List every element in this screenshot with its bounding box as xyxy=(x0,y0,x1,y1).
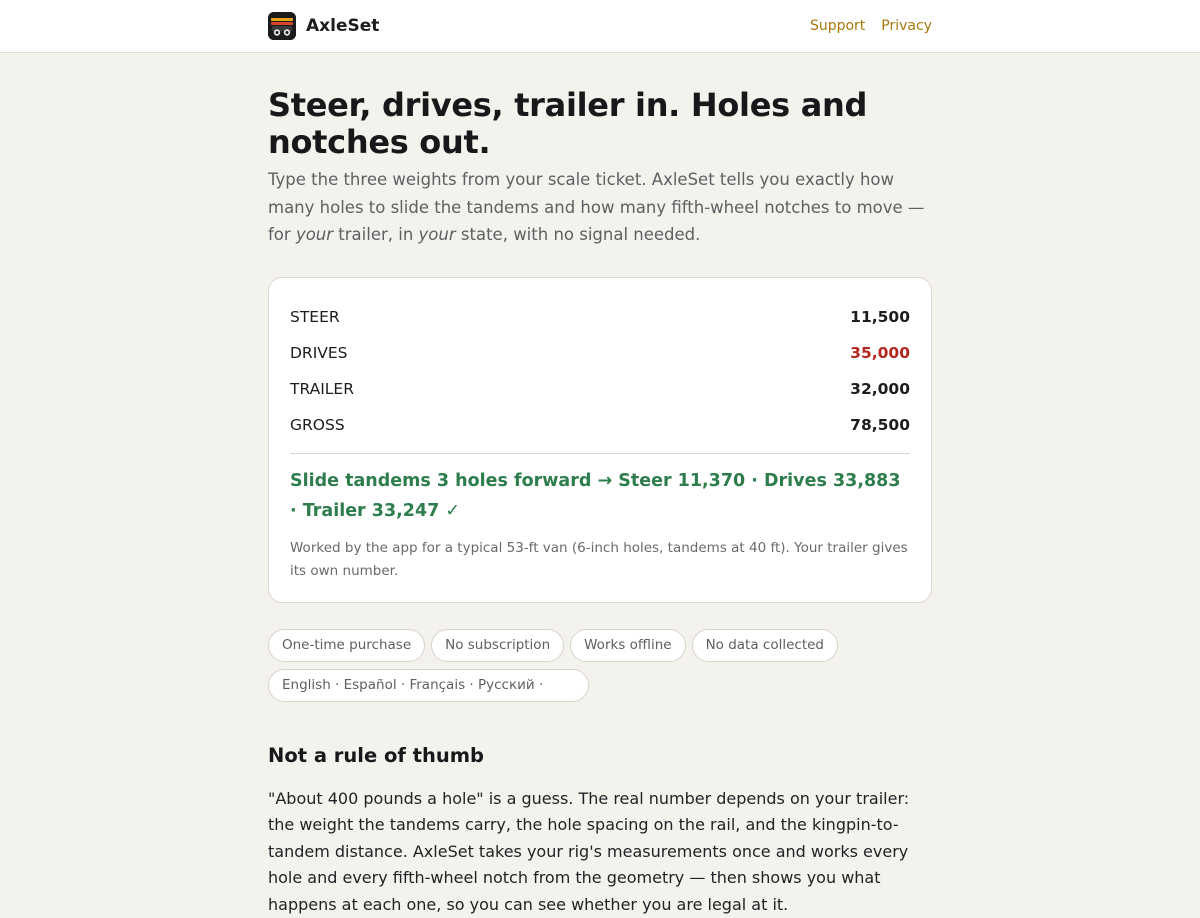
ticket-label: GROSS xyxy=(290,416,345,434)
hero-title: Steer, drives, trailer in. Holes and notches out. xyxy=(268,87,932,161)
ticket-row-gross xyxy=(290,407,910,443)
ticket-value: 32,000 xyxy=(850,380,910,398)
top-bar xyxy=(0,0,1200,53)
chip-no-data-collected: No data collected xyxy=(692,629,838,662)
brand[interactable] xyxy=(268,12,379,40)
ticket-divider xyxy=(290,453,910,454)
lede-part-3: state, with no signal needed. xyxy=(456,225,701,244)
ticket-row-trailer xyxy=(290,371,910,407)
main-content xyxy=(268,53,932,918)
result-note: Worked by the app for a typical 53-ft van (6-inch holes, tandems at 40 ft). Your trailer gives its own number. xyxy=(290,537,910,584)
nav-privacy-link[interactable]: Privacy xyxy=(881,18,932,34)
ticket-value: 78,500 xyxy=(850,416,910,434)
chip-one-time-purchase: One-time purchase xyxy=(268,629,425,662)
ticket-value: 11,500 xyxy=(850,308,910,326)
lede-part-2: trailer, in xyxy=(333,225,419,244)
lede-part-1: Type the three weights from your scale ticket. AxleSet tells you exactly how many holes to slide the tandems and how many fifth-wheel notches to move — for xyxy=(268,170,924,244)
ticket-label: TRAILER xyxy=(290,380,354,398)
ticket-row-drives xyxy=(290,335,910,371)
scale-ticket-card xyxy=(268,277,932,603)
hero-lede xyxy=(268,166,932,249)
section-body: "About 400 pounds a hole" is a guess. The real number depends on your trailer: the weight the tandems carry, the hole spacing on the rail, and the kingpin-to-tandem distance. AxleSet takes your rig's measurements once and works every hole and every fifth-wheel notch from the geometry — then shows you what happens at each one, so you can see whether you are legal at it. xyxy=(268,786,932,918)
ticket-value-overweight: 35,000 xyxy=(850,344,910,362)
slide-result: Slide tandems 3 holes forward → Steer 11,370 · Drives 33,883 · Trailer 33,247 ✓ xyxy=(290,466,910,526)
top-bar-inner xyxy=(268,0,932,52)
chip-languages: English · Español · Français · Русский · xyxy=(268,669,589,702)
section-heading: Not a rule of thumb xyxy=(268,744,932,767)
chip-works-offline: Works offline xyxy=(570,629,685,662)
top-nav xyxy=(810,18,932,34)
ticket-label: DRIVES xyxy=(290,344,348,362)
lede-emphasis-2: your xyxy=(419,225,456,244)
ticket-label: STEER xyxy=(290,308,340,326)
brand-name: AxleSet xyxy=(306,16,379,36)
feature-chips xyxy=(268,629,932,702)
nav-support-link[interactable]: Support xyxy=(810,18,865,34)
app-logo-icon xyxy=(268,12,296,40)
chip-no-subscription: No subscription xyxy=(431,629,564,662)
lede-emphasis-1: your xyxy=(296,225,333,244)
ticket-row-steer xyxy=(290,299,910,335)
